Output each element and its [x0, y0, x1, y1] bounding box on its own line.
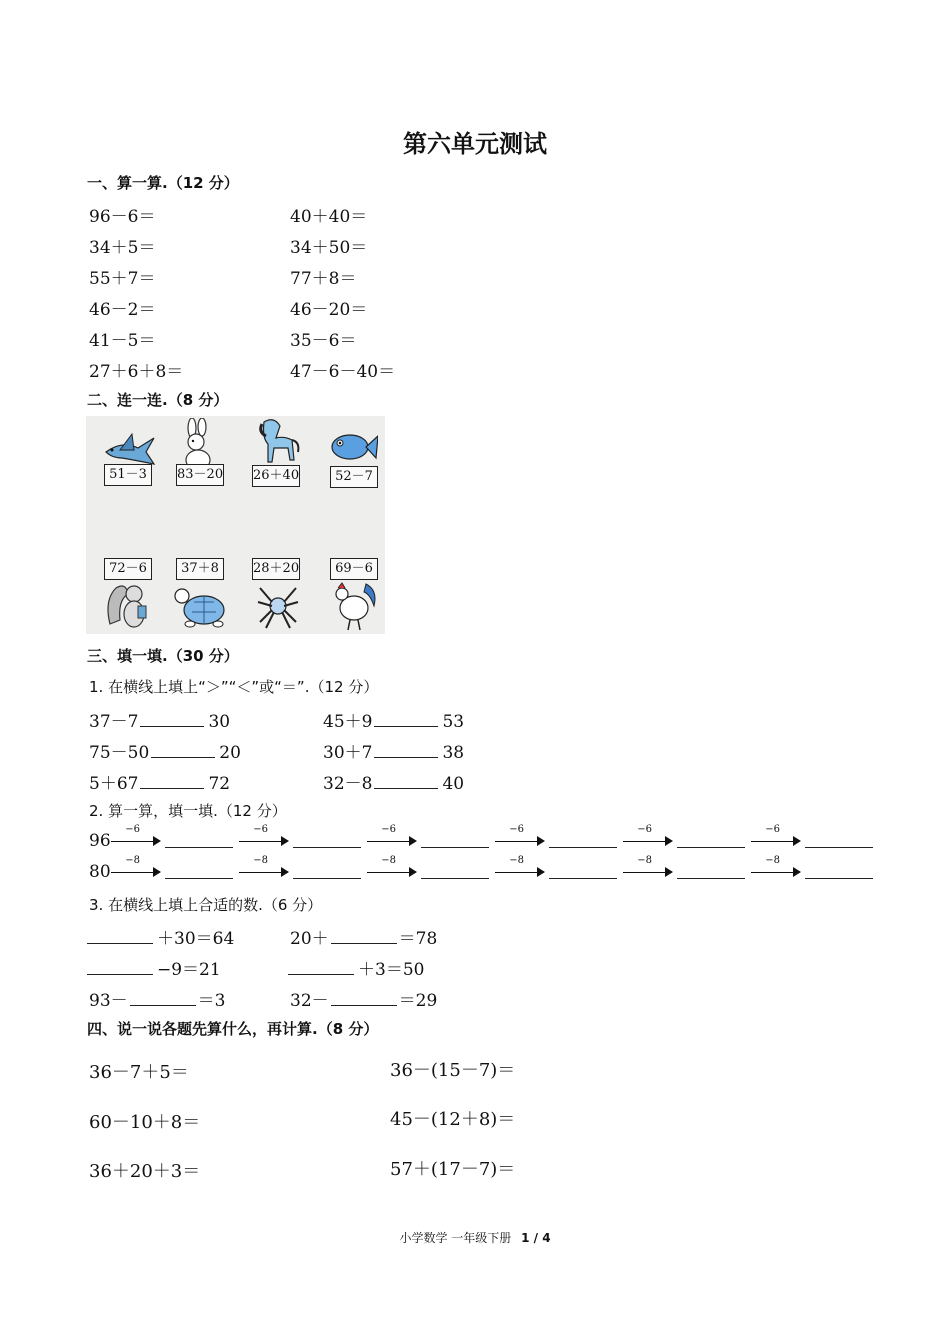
bottom-tag: 28＋20	[252, 558, 300, 580]
prefix: 93－	[89, 991, 128, 1011]
answer-blank[interactable]	[151, 743, 215, 758]
answer-blank[interactable]	[288, 960, 354, 975]
answer-blank[interactable]	[293, 866, 361, 879]
step-label: −6	[381, 824, 397, 835]
arrow-icon	[751, 824, 801, 850]
suffix: ＝78	[398, 929, 438, 949]
prefix: 32－	[290, 991, 329, 1011]
compare-row	[323, 738, 464, 763]
step-label: −6	[509, 824, 525, 835]
fill-row	[87, 955, 221, 980]
answer-blank[interactable]	[165, 835, 233, 848]
top-tag: 26＋40	[252, 465, 300, 487]
step-label: −8	[381, 855, 397, 866]
expression: 45＋9	[323, 712, 373, 732]
arrow-icon	[239, 855, 289, 881]
number: 20	[219, 743, 241, 763]
step-label: −8	[253, 855, 269, 866]
spider-icon	[256, 582, 300, 630]
arrow-icon	[111, 824, 161, 850]
answer-blank[interactable]	[421, 835, 489, 848]
answer-blank[interactable]	[549, 866, 617, 879]
chain-start: 96	[89, 831, 111, 851]
question-2-label: 2. 算一算，填一填.（12 分）	[89, 802, 287, 820]
answer-blank[interactable]	[374, 774, 438, 789]
equation: 47－6－40＝	[290, 362, 396, 382]
answer-blank[interactable]	[805, 866, 873, 879]
expression: 5＋67	[89, 774, 139, 794]
question-1-label: 1. 在横线上填上“＞”“＜”或“＝”.（12 分）	[89, 678, 379, 696]
expression: 32－8	[323, 774, 373, 794]
answer-blank[interactable]	[130, 991, 196, 1006]
fill-row	[290, 986, 437, 1011]
number: 53	[442, 712, 465, 732]
answer-blank[interactable]	[87, 929, 153, 944]
equation: 27＋6＋8＝	[89, 362, 184, 382]
expression: 37－7	[89, 712, 139, 732]
equation: 41－5＝	[89, 331, 156, 351]
arrow-chain-2	[89, 855, 879, 882]
matching-picture	[86, 416, 385, 634]
arrow-icon	[239, 824, 289, 850]
step-label: −6	[253, 824, 269, 835]
expression: 75－50	[89, 743, 150, 763]
answer-blank[interactable]	[677, 866, 745, 879]
step-label: −6	[637, 824, 653, 835]
question-3-label: 3. 在横线上填上合适的数.（6 分）	[89, 896, 323, 914]
section-4-heading: 四、说一说各题先算什么，再计算.（8 分）	[87, 1020, 379, 1038]
footer-text: 小学数学 一年级下册	[399, 1231, 512, 1245]
step-label: −6	[765, 824, 781, 835]
answer-blank[interactable]	[140, 774, 204, 789]
number: 40	[442, 774, 465, 794]
equation: 46－20＝	[290, 300, 368, 320]
chain-start: 80	[89, 862, 111, 882]
answer-blank[interactable]	[374, 712, 438, 727]
arrow-icon	[751, 855, 801, 881]
compare-row	[89, 769, 230, 794]
equation: 36－7＋5＝	[89, 1062, 189, 1083]
answer-blank[interactable]	[421, 866, 489, 879]
equation: 35－6＝	[290, 331, 357, 351]
prefix: 20＋	[290, 929, 329, 949]
equation: 34＋50＝	[290, 238, 368, 258]
number: 38	[442, 743, 465, 763]
step-label: −8	[637, 855, 653, 866]
suffix: −9＝21	[157, 960, 221, 980]
page-number: 1 / 4	[521, 1231, 551, 1245]
answer-blank[interactable]	[374, 743, 438, 758]
step-label: −6	[125, 824, 141, 835]
equation: 36＋20＋3＝	[89, 1161, 201, 1182]
page-footer	[0, 1229, 950, 1246]
arrow-chain-1	[89, 824, 879, 851]
step-label: −8	[509, 855, 525, 866]
equation: 34＋5＝	[89, 238, 156, 258]
compare-row	[89, 738, 241, 763]
equation: 96－6＝	[89, 207, 156, 227]
rooster-icon	[330, 580, 380, 632]
equation: 77＋8＝	[290, 269, 357, 289]
fish-icon	[328, 430, 378, 464]
suffix: ＝29	[398, 991, 438, 1011]
bottom-tag: 72－6	[104, 558, 152, 580]
top-tag: 52－7	[330, 466, 378, 488]
equation: 36－(15－7)＝	[390, 1060, 516, 1081]
squirrel-icon	[104, 580, 150, 632]
equation: 60－10＋8＝	[89, 1112, 201, 1133]
arrow-icon	[367, 855, 417, 881]
horse-icon	[254, 416, 302, 470]
turtle-icon	[174, 584, 228, 628]
fill-row	[89, 986, 225, 1011]
answer-blank[interactable]	[87, 960, 153, 975]
suffix: ＝3	[197, 991, 226, 1011]
arrow-icon	[111, 855, 161, 881]
section-2-heading: 二、连一连.（8 分）	[87, 391, 229, 409]
suffix: ＋30＝64	[157, 929, 235, 949]
arrow-icon	[367, 824, 417, 850]
section-1-heading: 一、算一算.（12 分）	[87, 174, 239, 192]
expression: 30＋7	[323, 743, 373, 763]
page-title: 第六单元测试	[403, 130, 547, 158]
answer-blank[interactable]	[331, 929, 397, 944]
answer-blank[interactable]	[140, 712, 204, 727]
equation: 57＋(17－7)＝	[390, 1159, 516, 1180]
arrow-icon	[495, 824, 545, 850]
bottom-tag: 69－6	[330, 558, 378, 580]
fill-row	[290, 924, 437, 949]
compare-row	[89, 707, 230, 732]
top-tag: 83－20	[176, 464, 224, 486]
fill-row	[87, 924, 234, 949]
answer-blank[interactable]	[677, 835, 745, 848]
answer-blank[interactable]	[331, 991, 397, 1006]
equation: 45－(12＋8)＝	[390, 1109, 516, 1130]
compare-row	[323, 707, 464, 732]
arrow-icon	[623, 855, 673, 881]
answer-blank[interactable]	[165, 866, 233, 879]
answer-blank[interactable]	[549, 835, 617, 848]
step-label: −8	[765, 855, 781, 866]
equation: 55＋7＝	[89, 269, 156, 289]
equation: 46－2＝	[89, 300, 156, 320]
answer-blank[interactable]	[293, 835, 361, 848]
compare-row	[323, 769, 464, 794]
suffix: ＋3＝50	[358, 960, 425, 980]
top-tag: 51－3	[104, 464, 152, 486]
answer-blank[interactable]	[805, 835, 873, 848]
arrow-icon	[623, 824, 673, 850]
section-3-heading: 三、填一填.（30 分）	[87, 647, 239, 665]
number: 30	[208, 712, 231, 732]
step-label: −8	[125, 855, 141, 866]
equation: 40＋40＝	[290, 207, 368, 227]
number: 72	[208, 774, 231, 794]
fill-row	[288, 955, 424, 980]
bottom-tag: 37＋8	[176, 558, 224, 580]
arrow-icon	[495, 855, 545, 881]
